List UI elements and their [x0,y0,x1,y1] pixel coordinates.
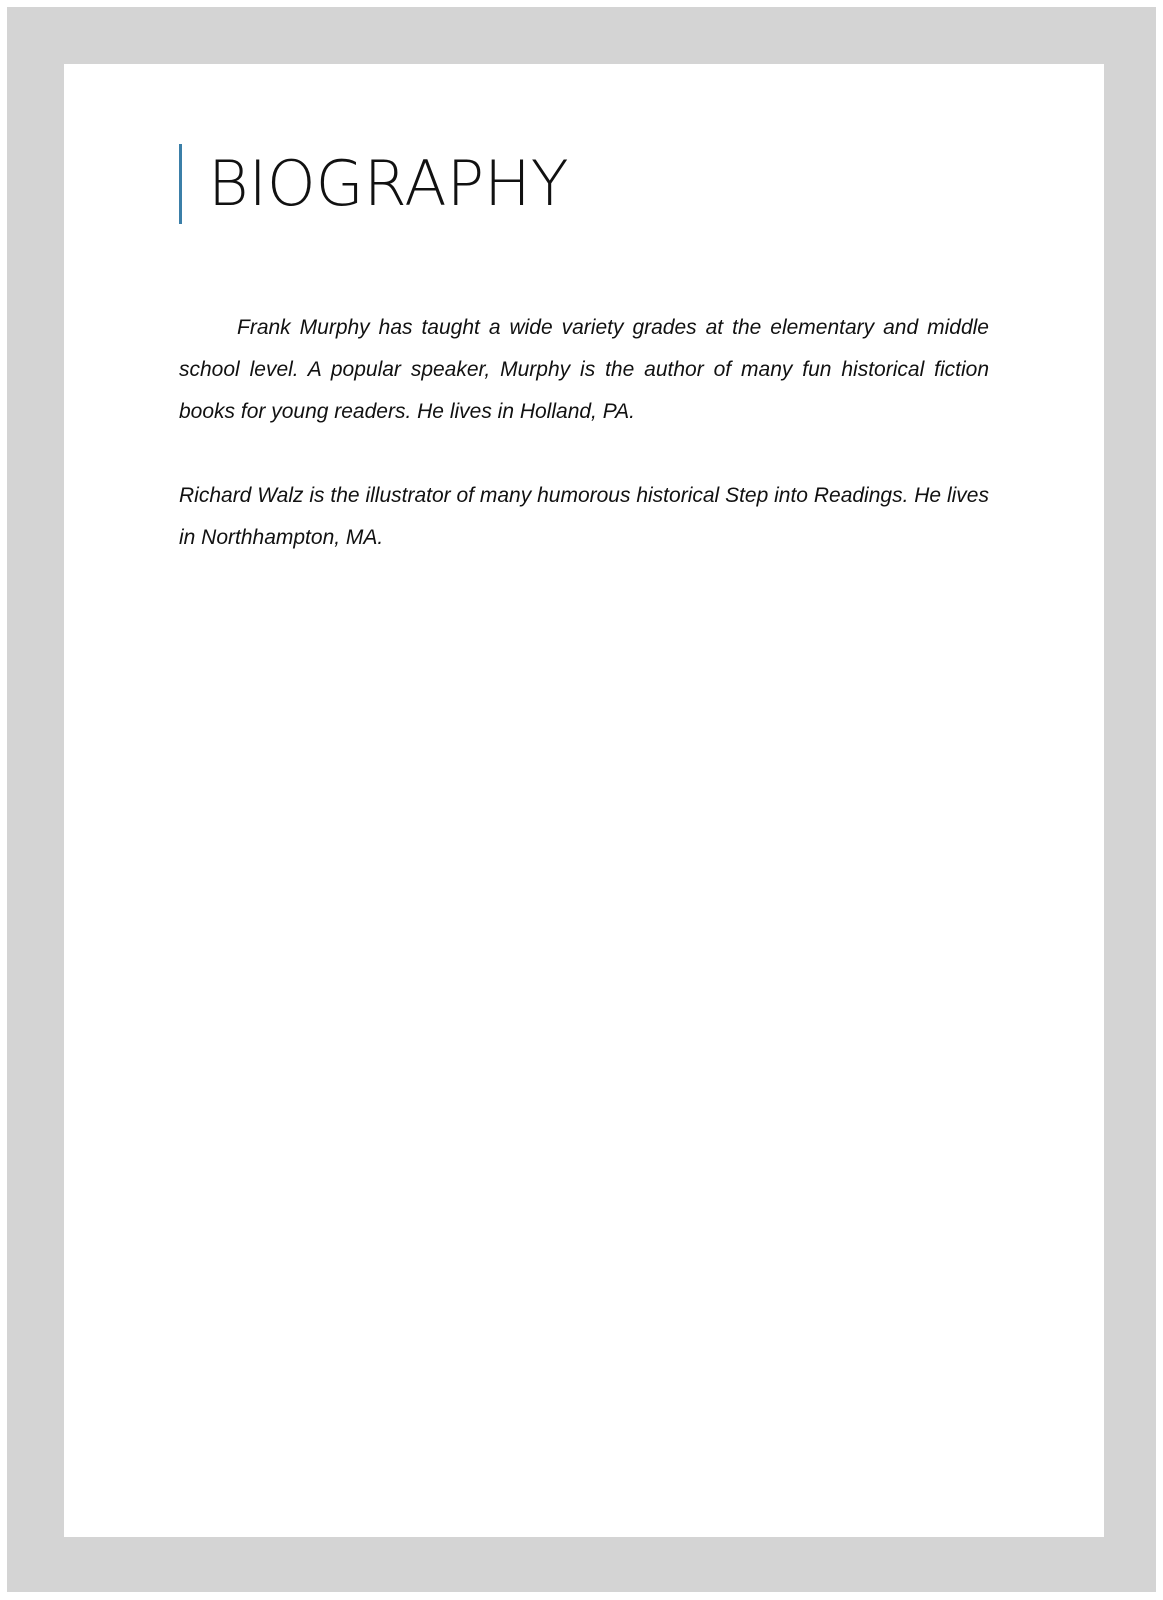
title-accent-bar [179,144,182,224]
paragraph-author: Frank Murphy has taught a wide variety grades at the elementary and middle school level. A popular speaker, Murphy is the author of many fun historical fiction books for young readers. He lives in Holland, PA. [179,316,989,423]
page-frame [7,7,1156,1592]
paragraph-illustrator: Richard Walz is the illustrator of many humorous historical Step into Readings. He lives in Northhampton, MA. [179,484,989,549]
biography-body [179,307,989,559]
page-title: BIOGRAPHY [208,147,569,220]
title-block [179,144,569,224]
document-page [64,64,1104,1537]
